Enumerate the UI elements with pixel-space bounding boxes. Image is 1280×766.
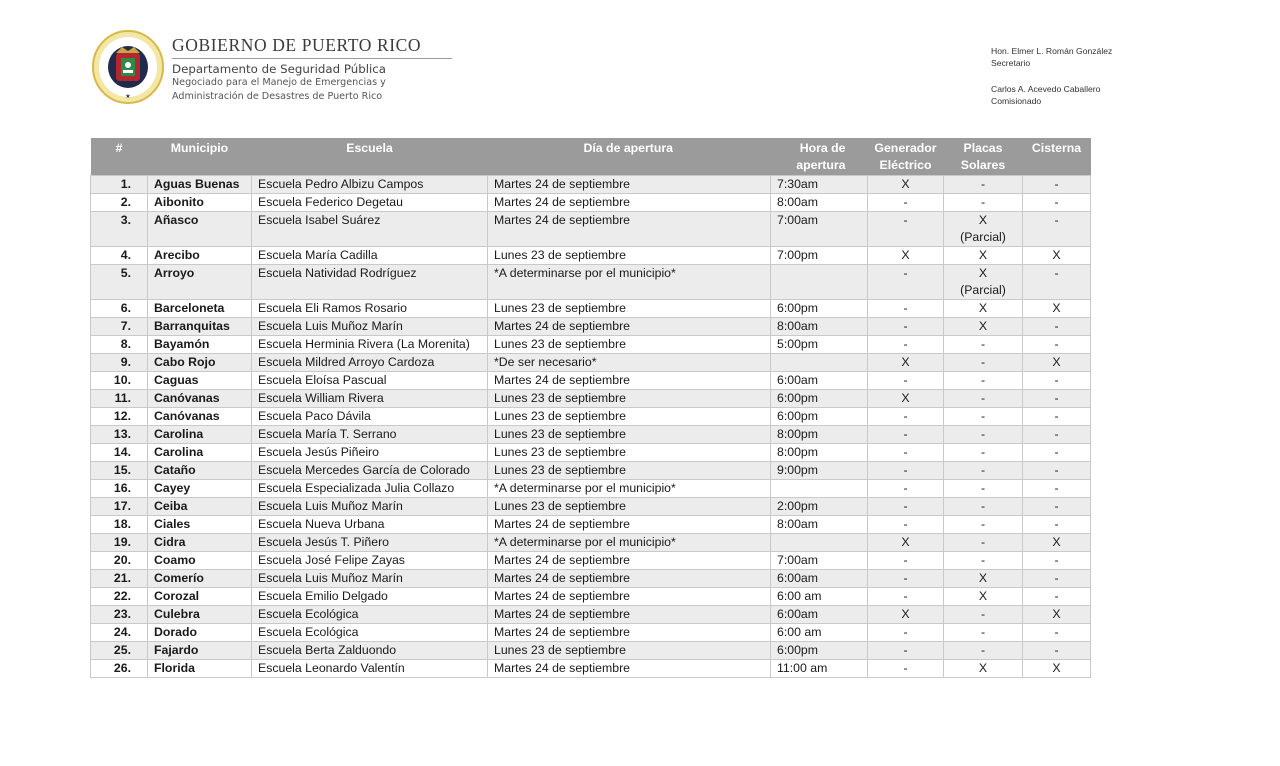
- row-number: 12.: [91, 408, 148, 426]
- placas-value: -: [980, 535, 986, 549]
- table-row: [91, 624, 1091, 642]
- table-row: [91, 444, 1091, 462]
- row-number: 18.: [91, 516, 148, 534]
- cisterna-cell: -: [1023, 642, 1091, 660]
- placas-value: X: [978, 589, 988, 603]
- escuela-cell: Escuela Luis Muñoz Marín: [252, 318, 488, 336]
- dia-apertura-cell: Martes 24 de septiembre: [488, 606, 771, 624]
- escuela-cell: Escuela Ecológica: [252, 606, 488, 624]
- generador-cell: -: [868, 498, 944, 516]
- row-number: 13.: [91, 426, 148, 444]
- cisterna-cell: -: [1023, 336, 1091, 354]
- municipio-cell: Comerío: [148, 570, 252, 588]
- header-placas-line1: Placas: [963, 141, 1003, 155]
- escuela-cell: Escuela Leonardo Valentín: [252, 660, 488, 678]
- table-row: [91, 552, 1091, 570]
- dia-apertura-cell: Martes 24 de septiembre: [488, 552, 771, 570]
- row-number: 25.: [91, 642, 148, 660]
- table-row: [91, 372, 1091, 390]
- placas-value: -: [980, 517, 986, 531]
- row-number: 2.: [91, 194, 148, 212]
- header-hora-line1: Hora de: [799, 141, 846, 155]
- dia-apertura-cell: Lunes 23 de septiembre: [488, 336, 771, 354]
- placas-cell: [944, 480, 1023, 498]
- table-row: [91, 660, 1091, 678]
- municipio-cell: Dorado: [148, 624, 252, 642]
- dia-apertura-cell: Lunes 23 de septiembre: [488, 426, 771, 444]
- placas-value: -: [980, 499, 986, 513]
- placas-cell: [944, 390, 1023, 408]
- hora-apertura-cell: 6:00am: [771, 570, 868, 588]
- placas-value: -: [980, 445, 986, 459]
- cisterna-cell: -: [1023, 390, 1091, 408]
- row-number: 23.: [91, 606, 148, 624]
- escuela-cell: Escuela Jesús T. Piñero: [252, 534, 488, 552]
- generador-cell: -: [868, 444, 944, 462]
- municipio-cell: Aibonito: [148, 194, 252, 212]
- row-number: 10.: [91, 372, 148, 390]
- escuela-cell: Escuela Luis Muñoz Marín: [252, 498, 488, 516]
- table-row: [91, 498, 1091, 516]
- table-header-row: [91, 138, 1091, 176]
- cisterna-cell: -: [1023, 318, 1091, 336]
- table-row: [91, 426, 1091, 444]
- municipio-cell: Arecibo: [148, 247, 252, 265]
- letterhead: [92, 29, 452, 105]
- hora-apertura-cell: [771, 265, 868, 300]
- municipio-cell: Barceloneta: [148, 300, 252, 318]
- official-name: Hon. Elmer L. Román González: [991, 46, 1113, 56]
- header-generador: [868, 138, 944, 176]
- placas-value: -: [980, 355, 986, 369]
- generador-cell: -: [868, 588, 944, 606]
- municipio-cell: Canóvanas: [148, 408, 252, 426]
- generador-cell: -: [868, 426, 944, 444]
- hora-apertura-cell: [771, 534, 868, 552]
- generador-cell: -: [868, 642, 944, 660]
- header-generador-line1: Generador: [874, 141, 937, 155]
- generador-cell: -: [868, 212, 944, 247]
- header-placas-line2: Solares: [960, 158, 1006, 172]
- cisterna-cell: -: [1023, 552, 1091, 570]
- header-escuela: Escuela: [252, 138, 488, 176]
- municipio-cell: Carolina: [148, 444, 252, 462]
- table-row: [91, 247, 1091, 265]
- row-number: 26.: [91, 660, 148, 678]
- table-row: [91, 480, 1091, 498]
- puerto-rico-seal-icon: [92, 29, 164, 105]
- municipio-cell: Cidra: [148, 534, 252, 552]
- hora-apertura-cell: 7:30am: [771, 176, 868, 194]
- generador-cell: -: [868, 624, 944, 642]
- svg-text:★: ★: [125, 93, 131, 100]
- escuela-cell: Escuela José Felipe Zayas: [252, 552, 488, 570]
- table-body: [91, 176, 1091, 678]
- hora-apertura-cell: 6:00am: [771, 372, 868, 390]
- placas-value: -: [980, 195, 986, 209]
- table-row: [91, 354, 1091, 372]
- dia-apertura-cell: Lunes 23 de septiembre: [488, 390, 771, 408]
- municipio-cell: Canóvanas: [148, 390, 252, 408]
- table-row: [91, 408, 1091, 426]
- escuela-cell: Escuela María Cadilla: [252, 247, 488, 265]
- row-number: 17.: [91, 498, 148, 516]
- hora-apertura-cell: 6:00 am: [771, 588, 868, 606]
- placas-value: -: [980, 481, 986, 495]
- placas-cell: [944, 516, 1023, 534]
- escuela-cell: Escuela Luis Muñoz Marín: [252, 570, 488, 588]
- placas-note: (Parcial): [960, 283, 1006, 297]
- municipio-cell: Arroyo: [148, 265, 252, 300]
- hora-apertura-cell: 8:00pm: [771, 444, 868, 462]
- placas-value: X: [978, 248, 988, 262]
- table-row: [91, 606, 1091, 624]
- dia-apertura-cell: *De ser necesario*: [488, 354, 771, 372]
- generador-cell: -: [868, 570, 944, 588]
- placas-value: -: [980, 337, 986, 351]
- placas-cell: [944, 247, 1023, 265]
- official-role: Comisionado: [991, 95, 1042, 106]
- placas-cell: [944, 318, 1023, 336]
- placas-cell: [944, 336, 1023, 354]
- placas-value: -: [980, 607, 986, 621]
- table-row: [91, 462, 1091, 480]
- hora-apertura-cell: 6:00pm: [771, 642, 868, 660]
- municipio-cell: Bayamón: [148, 336, 252, 354]
- dia-apertura-cell: Lunes 23 de septiembre: [488, 408, 771, 426]
- table-row: [91, 390, 1091, 408]
- generador-cell: X: [868, 534, 944, 552]
- cisterna-cell: -: [1023, 462, 1091, 480]
- placas-cell: [944, 570, 1023, 588]
- placas-value: X: [978, 301, 988, 315]
- escuela-cell: Escuela Especializada Julia Collazo: [252, 480, 488, 498]
- generador-cell: X: [868, 354, 944, 372]
- placas-cell: [944, 498, 1023, 516]
- escuela-cell: Escuela Mildred Arroyo Cardoza: [252, 354, 488, 372]
- cisterna-cell: -: [1023, 265, 1091, 300]
- row-number: 7.: [91, 318, 148, 336]
- row-number: 9.: [91, 354, 148, 372]
- placas-value: -: [980, 553, 986, 567]
- escuela-cell: Escuela Eli Ramos Rosario: [252, 300, 488, 318]
- table-row: [91, 570, 1091, 588]
- table-row: [91, 534, 1091, 552]
- placas-cell: [944, 624, 1023, 642]
- table-row: [91, 642, 1091, 660]
- dia-apertura-cell: *A determinarse por el municipio*: [488, 534, 771, 552]
- hora-apertura-cell: 8:00am: [771, 194, 868, 212]
- municipio-cell: Ciales: [148, 516, 252, 534]
- dia-apertura-cell: Martes 24 de septiembre: [488, 570, 771, 588]
- municipio-cell: Cabo Rojo: [148, 354, 252, 372]
- escuela-cell: Escuela Natividad Rodríguez: [252, 265, 488, 300]
- municipio-cell: Cataño: [148, 462, 252, 480]
- row-number: 4.: [91, 247, 148, 265]
- government-title: GOBIERNO DE PUERTO RICO: [172, 35, 452, 59]
- generador-cell: -: [868, 336, 944, 354]
- table-row: [91, 194, 1091, 212]
- row-number: 11.: [91, 390, 148, 408]
- placas-cell: [944, 534, 1023, 552]
- cisterna-cell: X: [1023, 660, 1091, 678]
- header-number: #: [91, 138, 148, 176]
- escuela-cell: Escuela Paco Dávila: [252, 408, 488, 426]
- header-hora-line2: apertura: [796, 158, 846, 172]
- escuela-cell: Escuela Isabel Suárez: [252, 212, 488, 247]
- hora-apertura-cell: 8:00pm: [771, 426, 868, 444]
- municipio-cell: Cayey: [148, 480, 252, 498]
- placas-value: -: [980, 373, 986, 387]
- dia-apertura-cell: Martes 24 de septiembre: [488, 176, 771, 194]
- municipio-cell: Florida: [148, 660, 252, 678]
- hora-apertura-cell: 7:00am: [771, 212, 868, 247]
- generador-cell: X: [868, 606, 944, 624]
- generador-cell: -: [868, 300, 944, 318]
- generador-cell: -: [868, 408, 944, 426]
- cisterna-cell: -: [1023, 516, 1091, 534]
- hora-apertura-cell: 6:00 am: [771, 624, 868, 642]
- placas-cell: [944, 212, 1023, 247]
- placas-cell: [944, 408, 1023, 426]
- generador-cell: -: [868, 265, 944, 300]
- agency-line-1: Negociado para el Manejo de Emergencias y: [172, 77, 386, 88]
- placas-value: -: [980, 177, 986, 191]
- header-cisterna: Cisterna: [1023, 138, 1091, 176]
- hora-apertura-cell: 6:00pm: [771, 300, 868, 318]
- official-name: Carlos A. Acevedo Caballero: [991, 83, 1101, 94]
- agency-line-2: Administración de Desastres de Puerto Rico: [172, 90, 383, 102]
- hora-apertura-cell: 8:00am: [771, 516, 868, 534]
- hora-apertura-cell: [771, 354, 868, 372]
- escuela-cell: Escuela Berta Zalduondo: [252, 642, 488, 660]
- table-row: [91, 588, 1091, 606]
- hora-apertura-cell: 9:00pm: [771, 462, 868, 480]
- hora-apertura-cell: 7:00pm: [771, 247, 868, 265]
- placas-cell: [944, 176, 1023, 194]
- municipio-cell: Caguas: [148, 372, 252, 390]
- cisterna-cell: -: [1023, 176, 1091, 194]
- row-number: 24.: [91, 624, 148, 642]
- municipio-cell: Carolina: [148, 426, 252, 444]
- generador-cell: -: [868, 194, 944, 212]
- officials-block: [991, 45, 1112, 107]
- generador-cell: -: [868, 660, 944, 678]
- placas-cell: [944, 265, 1023, 300]
- placas-cell: [944, 588, 1023, 606]
- dia-apertura-cell: Martes 24 de septiembre: [488, 194, 771, 212]
- hora-apertura-cell: 5:00pm: [771, 336, 868, 354]
- municipio-cell: Ceiba: [148, 498, 252, 516]
- row-number: 19.: [91, 534, 148, 552]
- escuela-cell: Escuela Emilio Delgado: [252, 588, 488, 606]
- generador-cell: -: [868, 480, 944, 498]
- cisterna-cell: -: [1023, 372, 1091, 390]
- municipio-cell: Corozal: [148, 588, 252, 606]
- placas-value: -: [980, 643, 986, 657]
- escuela-cell: Escuela Jesús Piñeiro: [252, 444, 488, 462]
- row-number: 5.: [91, 265, 148, 300]
- escuela-cell: Escuela Nueva Urbana: [252, 516, 488, 534]
- dia-apertura-cell: Lunes 23 de septiembre: [488, 444, 771, 462]
- placas-cell: [944, 642, 1023, 660]
- generador-cell: -: [868, 372, 944, 390]
- table-row: [91, 300, 1091, 318]
- header-dia-apertura: Día de apertura: [488, 138, 771, 176]
- dia-apertura-cell: Martes 24 de septiembre: [488, 624, 771, 642]
- hora-apertura-cell: 6:00am: [771, 606, 868, 624]
- escuela-cell: Escuela Herminia Rivera (La Morenita): [252, 336, 488, 354]
- header-generador-line2: Eléctrico: [879, 158, 932, 172]
- generador-cell: -: [868, 552, 944, 570]
- dia-apertura-cell: Martes 24 de septiembre: [488, 588, 771, 606]
- hora-apertura-cell: [771, 480, 868, 498]
- dia-apertura-cell: *A determinarse por el municipio*: [488, 265, 771, 300]
- header-hora-apertura: [771, 138, 868, 176]
- cisterna-cell: -: [1023, 212, 1091, 247]
- hora-apertura-cell: 2:00pm: [771, 498, 868, 516]
- placas-value: X: [978, 661, 988, 675]
- cisterna-cell: X: [1023, 354, 1091, 372]
- placas-note: (Parcial): [960, 230, 1006, 244]
- municipio-cell: Coamo: [148, 552, 252, 570]
- placas-value: -: [980, 625, 986, 639]
- row-number: 20.: [91, 552, 148, 570]
- cisterna-cell: -: [1023, 408, 1091, 426]
- placas-cell: [944, 606, 1023, 624]
- generador-cell: X: [868, 247, 944, 265]
- placas-cell: [944, 462, 1023, 480]
- municipio-cell: Fajardo: [148, 642, 252, 660]
- cisterna-cell: X: [1023, 247, 1091, 265]
- placas-cell: [944, 426, 1023, 444]
- placas-cell: [944, 660, 1023, 678]
- cisterna-cell: X: [1023, 300, 1091, 318]
- row-number: 21.: [91, 570, 148, 588]
- dia-apertura-cell: Martes 24 de septiembre: [488, 516, 771, 534]
- cisterna-cell: -: [1023, 570, 1091, 588]
- row-number: 16.: [91, 480, 148, 498]
- cisterna-cell: -: [1023, 624, 1091, 642]
- generador-cell: -: [868, 318, 944, 336]
- escuela-cell: Escuela Pedro Albizu Campos: [252, 176, 488, 194]
- table-row: [91, 516, 1091, 534]
- table-row: [91, 318, 1091, 336]
- table-row: [91, 212, 1091, 247]
- row-number: 3.: [91, 212, 148, 247]
- dia-apertura-cell: Lunes 23 de septiembre: [488, 462, 771, 480]
- cisterna-cell: -: [1023, 444, 1091, 462]
- generador-cell: -: [868, 516, 944, 534]
- dia-apertura-cell: Martes 24 de septiembre: [488, 372, 771, 390]
- generador-cell: X: [868, 176, 944, 194]
- placas-value: -: [980, 409, 986, 423]
- placas-cell: [944, 300, 1023, 318]
- placas-value: X: [978, 213, 988, 227]
- header-placas: [944, 138, 1023, 176]
- municipio-cell: Barranquitas: [148, 318, 252, 336]
- department-name: Departamento de Seguridad Pública: [172, 62, 387, 76]
- row-number: 22.: [91, 588, 148, 606]
- dia-apertura-cell: Lunes 23 de septiembre: [488, 642, 771, 660]
- placas-value: -: [980, 391, 986, 405]
- placas-value: X: [978, 571, 988, 585]
- row-number: 6.: [91, 300, 148, 318]
- placas-cell: [944, 372, 1023, 390]
- header-municipio: Municipio: [148, 138, 252, 176]
- hora-apertura-cell: 11:00 am: [771, 660, 868, 678]
- cisterna-cell: -: [1023, 194, 1091, 212]
- placas-value: -: [980, 427, 986, 441]
- hora-apertura-cell: 7:00am: [771, 552, 868, 570]
- dia-apertura-cell: Martes 24 de septiembre: [488, 212, 771, 247]
- placas-cell: [944, 552, 1023, 570]
- placas-value: X: [978, 266, 988, 280]
- row-number: 1.: [91, 176, 148, 194]
- cisterna-cell: X: [1023, 534, 1091, 552]
- municipio-cell: Culebra: [148, 606, 252, 624]
- official-role: Secretario: [991, 58, 1031, 69]
- hora-apertura-cell: 6:00pm: [771, 390, 868, 408]
- cisterna-cell: -: [1023, 588, 1091, 606]
- row-number: 15.: [91, 462, 148, 480]
- dia-apertura-cell: Martes 24 de septiembre: [488, 318, 771, 336]
- dia-apertura-cell: Lunes 23 de septiembre: [488, 300, 771, 318]
- cisterna-cell: -: [1023, 426, 1091, 444]
- placas-value: X: [978, 319, 988, 333]
- municipio-cell: Añasco: [148, 212, 252, 247]
- escuela-cell: Escuela William Rivera: [252, 390, 488, 408]
- row-number: 14.: [91, 444, 148, 462]
- table-row: [91, 265, 1091, 300]
- hora-apertura-cell: 8:00am: [771, 318, 868, 336]
- escuela-cell: Escuela Eloísa Pascual: [252, 372, 488, 390]
- schools-table: [90, 138, 1091, 678]
- escuela-cell: Escuela Ecológica: [252, 624, 488, 642]
- escuela-cell: Escuela Mercedes García de Colorado: [252, 462, 488, 480]
- municipio-cell: Aguas Buenas: [148, 176, 252, 194]
- escuela-cell: Escuela María T. Serrano: [252, 426, 488, 444]
- escuela-cell: Escuela Federico Degetau: [252, 194, 488, 212]
- generador-cell: -: [868, 462, 944, 480]
- hora-apertura-cell: 6:00pm: [771, 408, 868, 426]
- placas-cell: [944, 354, 1023, 372]
- cisterna-cell: X: [1023, 606, 1091, 624]
- generador-cell: X: [868, 390, 944, 408]
- placas-cell: [944, 444, 1023, 462]
- dia-apertura-cell: *A determinarse por el municipio*: [488, 480, 771, 498]
- cisterna-cell: -: [1023, 498, 1091, 516]
- cisterna-cell: -: [1023, 480, 1091, 498]
- table-row: [91, 336, 1091, 354]
- row-number: 8.: [91, 336, 148, 354]
- placas-cell: [944, 194, 1023, 212]
- dia-apertura-cell: Lunes 23 de septiembre: [488, 247, 771, 265]
- table-row: [91, 176, 1091, 194]
- dia-apertura-cell: Martes 24 de septiembre: [488, 660, 771, 678]
- placas-value: -: [980, 463, 986, 477]
- dia-apertura-cell: Lunes 23 de septiembre: [488, 498, 771, 516]
